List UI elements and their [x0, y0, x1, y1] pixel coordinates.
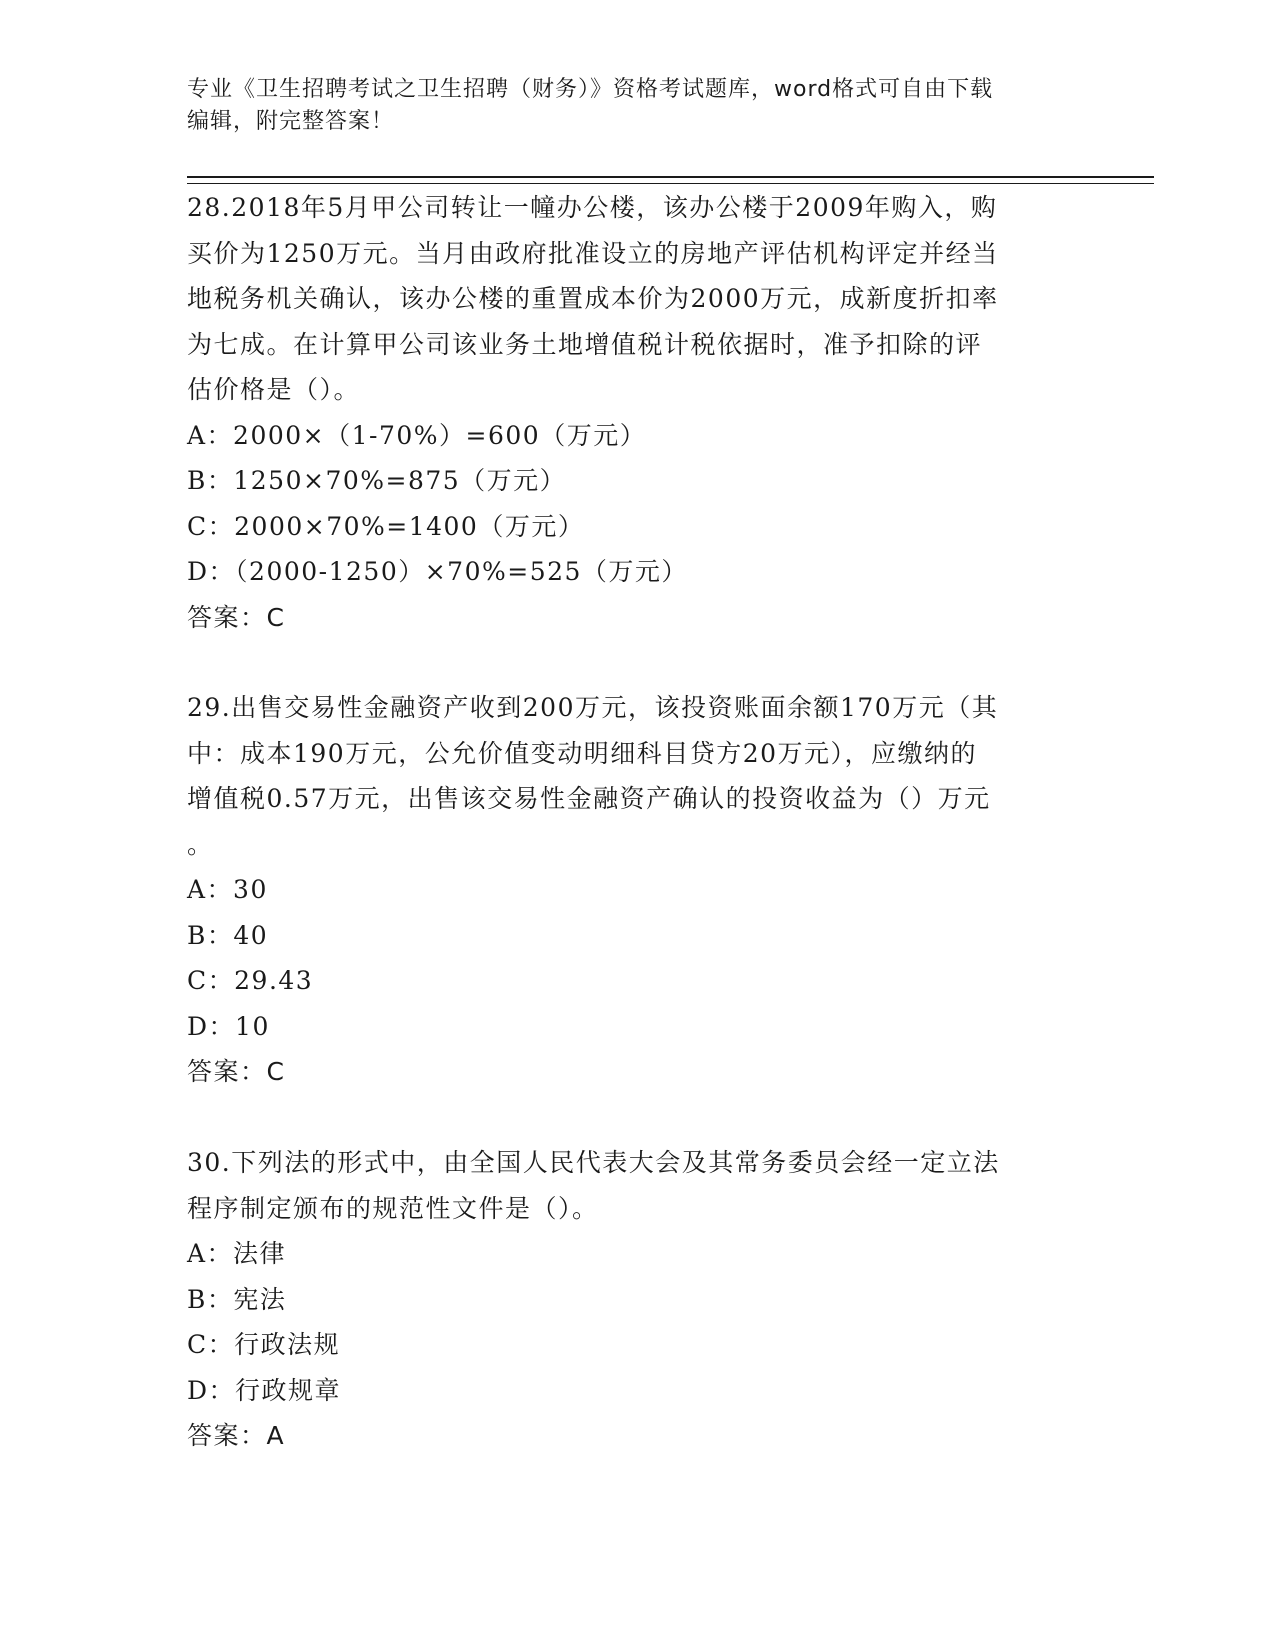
question-text-line: 地税务机关确认，该办公楼的重置成本价为2000万元，成新度折扣率 [187, 284, 999, 313]
question-text-line: 为七成。在计算甲公司该业务土地增值税计税依据时，准予扣除的评 [187, 329, 983, 359]
option-c: C：行政法规 [187, 1330, 341, 1359]
question-text [187, 185, 1067, 413]
question-28 [187, 185, 1067, 640]
question-text-line: 30.下列法的形式中，由全国人民代表大会及其常务委员会经一定立法 [187, 1148, 1000, 1177]
option-b: B：宪法 [187, 1284, 287, 1314]
option-c: C：2000×70%=1400（万元） [187, 511, 585, 541]
option-a: A：2000×（1-70%）=600（万元） [187, 420, 647, 450]
option-a: A：30 [187, 875, 268, 904]
option-d: D：10 [187, 1011, 270, 1041]
header-line-1: 专业《卫生招聘考试之卫生招聘（财务）》资格考试题库，word格式可自由下载 [187, 77, 994, 102]
question-text-line: 。 [187, 829, 214, 859]
document-header [187, 74, 1067, 138]
question-text-line: 估价格是（）。 [187, 375, 361, 404]
answer: 答案：A [187, 1421, 286, 1450]
question-text-line: 程序制定颁布的规范性文件是（）。 [187, 1193, 599, 1223]
question-text-line: 增值税0.57万元，出售该交易性金融资产确认的投资收益为（）万元 [187, 784, 991, 813]
option-b: B：40 [187, 920, 269, 950]
question-30 [187, 1140, 1067, 1459]
header-divider-thin [187, 183, 1154, 184]
option-b: B：1250×70%=875（万元） [187, 466, 567, 495]
question-text-line: 29.出售交易性金融资产收到200万元，该投资账面余额170万元（其 [187, 693, 999, 722]
question-text-line: 买价为1250万元。当月由政府批准设立的房地产评估机构评定并经当 [187, 238, 999, 268]
header-divider-thick [187, 176, 1154, 178]
option-a: A：法律 [187, 1239, 287, 1268]
answer: 答案：C [187, 602, 286, 632]
question-text [187, 685, 1067, 867]
option-c: C：29.43 [187, 966, 314, 995]
answer: 答案：C [187, 1057, 286, 1086]
question-29 [187, 685, 1067, 1095]
question-text [187, 1140, 1067, 1231]
header-line-2: 编辑，附完整答案！ [187, 109, 395, 134]
option-d: D：行政规章 [187, 1375, 342, 1405]
option-d: D：（2000-1250）×70%=525（万元） [187, 557, 688, 586]
question-text-line: 中：成本190万元，公允价值变动明细科目贷方20万元），应缴纳的 [187, 738, 978, 768]
question-text-line: 28.2018年5月甲公司转让一幢办公楼，该办公楼于2009年购入，购 [187, 193, 998, 222]
